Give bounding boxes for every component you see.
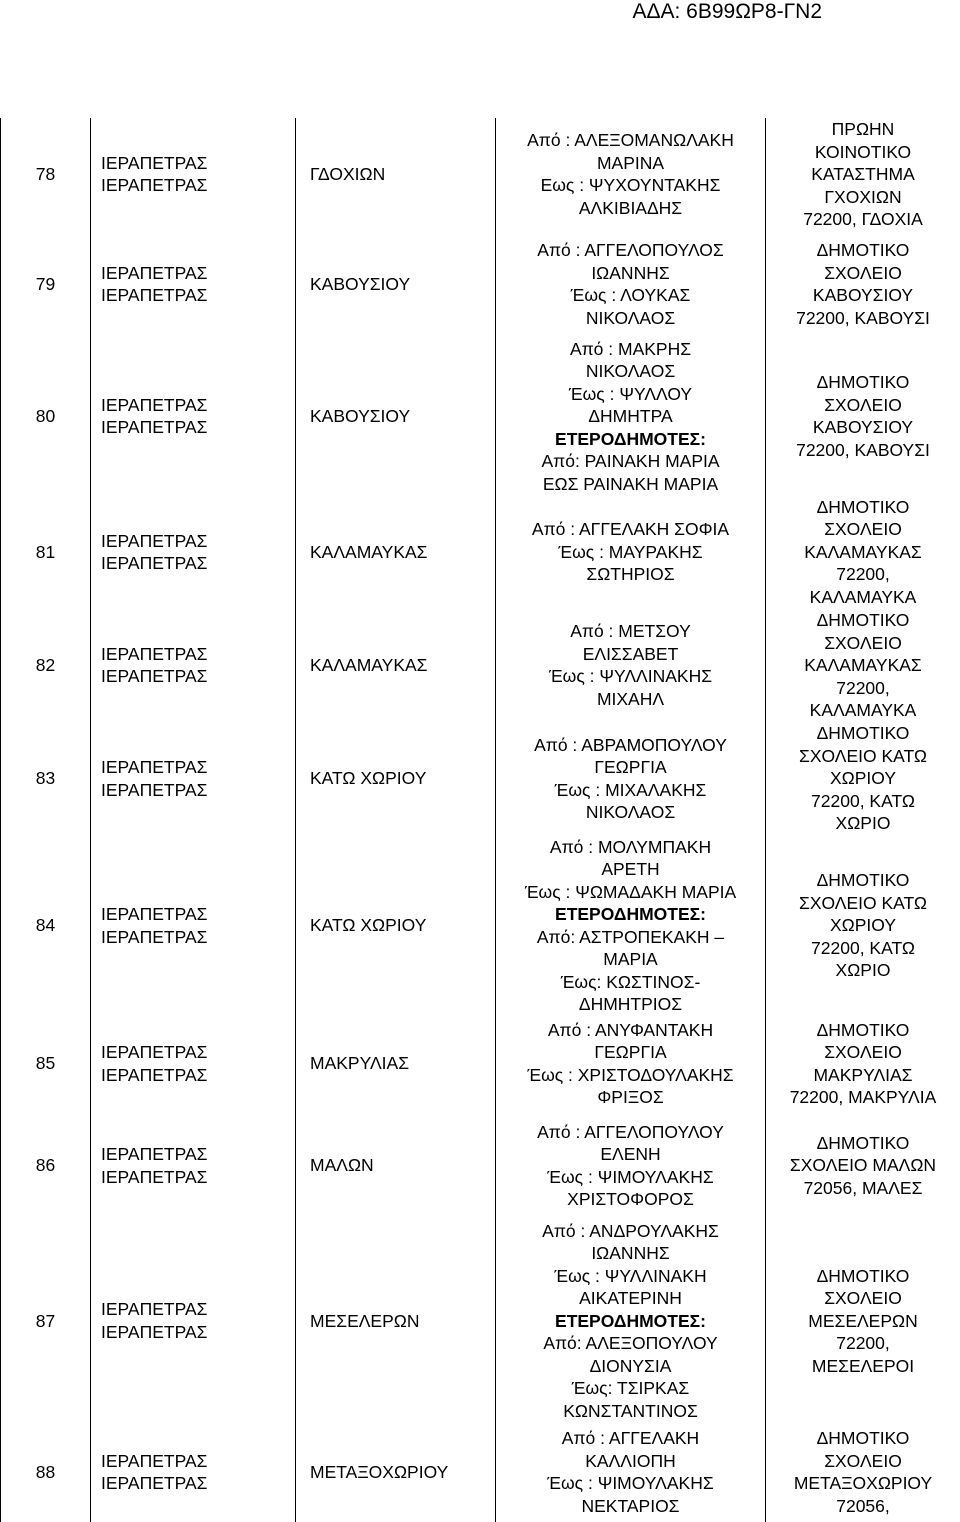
document-code: ΑΔΑ: 6Β99ΩΡ8-ΓΝ2 — [632, 0, 822, 24]
text-line: Έως: ΤΣΙΡΚΑΣ — [496, 1377, 765, 1400]
text-line: 78 — [1, 163, 90, 186]
text-line: ΕΛΙΣΣΑΒΕΤ — [496, 643, 765, 666]
voter-range-cell — [496, 1220, 766, 1423]
text-line: ΙΩΑΝΝΗΣ — [496, 262, 765, 285]
text-line: ΙΕΡΑΠΕΤΡΑΣ — [101, 903, 295, 926]
text-line: Από : ΑΝΥΦΑΝΤΑΚΗ — [496, 1019, 765, 1042]
row-number-cell — [1, 836, 91, 1016]
text-line: 72200, ΚΑΒΟΥΣΙ — [766, 439, 960, 462]
polling-location-cell — [766, 1422, 960, 1522]
text-line: ΣΧΟΛΕΙΟ — [766, 1450, 960, 1473]
text-line: ΚΑΛΛΙΟΠΗ — [496, 1450, 765, 1473]
text-line: ΔΗΜΟΤΙΚΟ — [766, 1019, 960, 1042]
text-line: ΙΕΡΑΠΕΤΡΑΣ — [101, 665, 295, 688]
text-line: ΣΧΟΛΕΙΟ — [766, 518, 960, 541]
text-line: Από : ΜΕΤΣΟΥ — [496, 620, 765, 643]
text-line: ΙΕΡΑΠΕΤΡΑΣ — [101, 262, 295, 285]
text-line: Έως : ΛΟΥΚΑΣ — [496, 284, 765, 307]
text-line: 88 — [1, 1461, 90, 1484]
municipality-cell — [91, 118, 296, 231]
voter-range-cell — [496, 231, 766, 338]
text-line: ΔΗΜΟΤΙΚΟ — [766, 496, 960, 519]
text-line: ΚΟΙΝΟΤΙΚΟ — [766, 141, 960, 164]
text-line: ΣΧΟΛΕΙΟ ΜΑΛΩΝ — [766, 1154, 960, 1177]
municipality-cell — [91, 231, 296, 338]
row-number-cell — [1, 1220, 91, 1423]
text-line: ΜΕΣΕΛΕΡΩΝ — [766, 1310, 960, 1333]
polling-location-cell — [766, 1112, 960, 1220]
text-line: Έως : ΜΑΥΡΑΚΗΣ — [496, 541, 765, 564]
text-line: 84 — [1, 914, 90, 937]
text-line: Από : ΜΟΛΥΜΠΑΚΗ — [496, 836, 765, 859]
text-line: Από : ΑΓΓΕΛΟΠΟΥΛΟΣ — [496, 239, 765, 262]
community-cell — [296, 609, 496, 722]
municipality-cell — [91, 1112, 296, 1220]
text-line: ΠΡΩΗΝ — [766, 118, 960, 141]
text-line: ΚΑΤΑΣΤΗΜΑ — [766, 163, 960, 186]
text-line: Από : ΑΒΡΑΜΟΠΟΥΛΟΥ — [496, 734, 765, 757]
text-line: ΚΑΛΑΜΑΥΚΑΣ — [310, 654, 495, 677]
polling-location-cell — [766, 609, 960, 722]
text-line: ΔΙΟΝΥΣΙΑ — [496, 1355, 765, 1378]
text-line: Έως : ΨΩΜΑΔΑΚΗ ΜΑΡΙΑ — [496, 881, 765, 904]
text-line: ΔΗΜΟΤΙΚΟ — [766, 1265, 960, 1288]
text-line: ΙΕΡΑΠΕΤΡΑΣ — [101, 643, 295, 666]
text-line: ΜΑΛΩΝ — [310, 1154, 495, 1177]
voter-range-cell — [496, 118, 766, 231]
text-line: 72200, ΓΔΟΧΙΑ — [766, 208, 960, 231]
row-number-cell — [1, 495, 91, 609]
voter-range-cell — [496, 836, 766, 1016]
polling-location-cell — [766, 722, 960, 836]
text-line: ΣΧΟΛΕΙΟ — [766, 1041, 960, 1064]
text-line: ΓΕΩΡΓΙΑ — [496, 756, 765, 779]
municipality-cell — [91, 1422, 296, 1522]
table-row — [1, 722, 960, 836]
polling-location-cell — [766, 118, 960, 231]
text-line: ΣΧΟΛΕΙΟ — [766, 262, 960, 285]
table-row — [1, 338, 960, 496]
table-row — [1, 495, 960, 609]
text-line: ΜΑΚΡΥΛΙΑΣ — [766, 1064, 960, 1087]
text-line: ΝΙΚΟΛΑΟΣ — [496, 307, 765, 330]
text-line: ΜΕΣΕΛΕΡΩΝ — [310, 1310, 495, 1333]
polling-location-cell — [766, 231, 960, 338]
text-line: ΜΕΤΑΞΟΧΩΡΙΟΥ — [310, 1461, 495, 1484]
text-line: ΔΗΜΟΤΙΚΟ — [766, 609, 960, 632]
text-line: ΚΑΒΟΥΣΙΟΥ — [310, 273, 495, 296]
community-cell — [296, 722, 496, 836]
text-line: 72200, — [766, 1332, 960, 1355]
text-line: ΝΕΚΤΑΡΙΟΣ — [496, 1495, 765, 1518]
municipality-cell — [91, 495, 296, 609]
text-line: ΣΩΤΗΡΙΟΣ — [496, 563, 765, 586]
polling-location-cell — [766, 1016, 960, 1112]
text-line: Έως : ΨΥΛΛΟΥ — [496, 383, 765, 406]
text-line: ΚΑΒΟΥΣΙΟΥ — [766, 416, 960, 439]
text-line: ΙΕΡΑΠΕΤΡΑΣ — [101, 1298, 295, 1321]
text-line: ΕΩΣ ΡΑΙΝΑΚΗ ΜΑΡΙΑ — [496, 473, 765, 496]
text-line: ΣΧΟΛΕΙΟ ΚΑΤΩ — [766, 745, 960, 768]
table-row — [1, 118, 960, 231]
voter-range-cell — [496, 495, 766, 609]
text-line: Έως : ΨΙΜΟΥΛΑΚΗΣ — [496, 1472, 765, 1495]
text-line: ΚΑΛΑΜΑΥΚΑ — [766, 586, 960, 609]
text-line: ΙΕΡΑΠΕΤΡΑΣ — [101, 152, 295, 175]
text-line: ΚΑΒΟΥΣΙΟΥ — [766, 284, 960, 307]
text-line: ΣΧΟΛΕΙΟ ΚΑΤΩ — [766, 892, 960, 915]
row-number-cell — [1, 231, 91, 338]
text-line: Έως : ΜΙΧΑΛΑΚΗΣ — [496, 779, 765, 802]
text-line: ΓΔΟΧΙΩΝ — [310, 163, 495, 186]
row-number-cell — [1, 118, 91, 231]
community-cell — [296, 495, 496, 609]
municipality-cell — [91, 836, 296, 1016]
text-line: Από: ΑΛΕΞΟΠΟΥΛΟΥ — [496, 1332, 765, 1355]
community-cell — [296, 338, 496, 496]
text-line: ΝΙΚΟΛΑΟΣ — [496, 360, 765, 383]
text-line: 72200, ΚΑΤΩ — [766, 937, 960, 960]
text-line: ΔΗΜΟΤΙΚΟ — [766, 1132, 960, 1155]
text-line: ΙΕΡΑΠΕΤΡΑΣ — [101, 530, 295, 553]
text-line: Από: ΑΣΤΡΟΠΕΚΑΚΗ – — [496, 926, 765, 949]
table-row — [1, 1220, 960, 1423]
text-line: Από : ΜΑΚΡΗΣ — [496, 338, 765, 361]
municipality-cell — [91, 338, 296, 496]
municipality-cell — [91, 722, 296, 836]
text-line: Από : ΑΓΓΕΛΑΚΗ — [496, 1427, 765, 1450]
text-line: 72200, ΚΑΒΟΥΣΙ — [766, 307, 960, 330]
text-line: ΔΗΜΟΤΙΚΟ — [766, 371, 960, 394]
text-line: ΜΑΚΡΥΛΙΑΣ — [310, 1052, 495, 1075]
text-line: ΙΕΡΑΠΕΤΡΑΣ — [101, 926, 295, 949]
text-line: 87 — [1, 1310, 90, 1333]
voter-range-cell — [496, 1422, 766, 1522]
text-line: ΙΕΡΑΠΕΤΡΑΣ — [101, 1472, 295, 1495]
text-line: ΧΩΡΙΟΥ — [766, 914, 960, 937]
text-line: ΔΗΜΗΤΡΑ — [496, 405, 765, 428]
text-line: ΙΕΡΑΠΕΤΡΑΣ — [101, 394, 295, 417]
text-line: ΕΤΕΡΟΔΗΜΟΤΕΣ: — [496, 428, 765, 451]
table-row — [1, 1422, 960, 1522]
text-line: ΜΕΣΕΛΕΡΟΙ — [766, 1355, 960, 1378]
text-line: ΙΩΑΝΝΗΣ — [496, 1242, 765, 1265]
text-line: ΙΕΡΑΠΕΤΡΑΣ — [101, 174, 295, 197]
row-number-cell — [1, 1422, 91, 1522]
text-line: ΔΗΜΟΤΙΚΟ — [766, 722, 960, 745]
text-line: ΙΕΡΑΠΕΤΡΑΣ — [101, 1041, 295, 1064]
table-row — [1, 231, 960, 338]
municipality-cell — [91, 1220, 296, 1423]
community-cell — [296, 1112, 496, 1220]
text-line: ΝΙΚΟΛΑΟΣ — [496, 801, 765, 824]
text-line: 72200, — [766, 563, 960, 586]
text-line: ΜΑΡΙΝΑ — [496, 152, 765, 175]
text-line: ΜΑΡΙΑ — [496, 948, 765, 971]
text-line: ΑΡΕΤΗ — [496, 858, 765, 881]
text-line: ΔΗΜΗΤΡΙΟΣ — [496, 993, 765, 1016]
text-line: ΧΩΡΙΟ — [766, 959, 960, 982]
municipality-cell — [91, 609, 296, 722]
text-line: Από: ΡΑΙΝΑΚΗ ΜΑΡΙΑ — [496, 450, 765, 473]
row-number-cell — [1, 609, 91, 722]
text-line: Έως : ΧΡΙΣΤΟΔΟΥΛΑΚΗΣ — [496, 1064, 765, 1087]
voter-range-cell — [496, 338, 766, 496]
text-line: 79 — [1, 273, 90, 296]
text-line: 86 — [1, 1154, 90, 1177]
row-number-cell — [1, 722, 91, 836]
text-line: ΕΤΕΡΟΔΗΜΟΤΕΣ: — [496, 1310, 765, 1333]
voter-range-cell — [496, 609, 766, 722]
text-line: ΙΕΡΑΠΕΤΡΑΣ — [101, 1450, 295, 1473]
text-line: Έως : ΨΙΜΟΥΛΑΚΗΣ — [496, 1166, 765, 1189]
voter-range-cell — [496, 722, 766, 836]
text-line: ΣΧΟΛΕΙΟ — [766, 632, 960, 655]
polling-stations-table — [0, 118, 960, 1522]
text-line: ΚΑΤΩ ΧΩΡΙΟΥ — [310, 767, 495, 790]
table-row — [1, 1016, 960, 1112]
community-cell — [296, 1016, 496, 1112]
text-line: Έως : ΨΥΛΛΙΝΑΚΗ — [496, 1265, 765, 1288]
text-line: 72056, ΜΑΛΕΣ — [766, 1177, 960, 1200]
text-line: ΦΡΙΞΟΣ — [496, 1086, 765, 1109]
row-number-cell — [1, 1016, 91, 1112]
text-line: ΕΛΕΝΗ — [496, 1143, 765, 1166]
text-line: 72056, — [766, 1495, 960, 1518]
text-line: ΚΑΛΑΜΑΥΚΑΣ — [310, 541, 495, 564]
text-line: Έως : ΨΥΛΛΙΝΑΚΗΣ — [496, 665, 765, 688]
polling-location-cell — [766, 338, 960, 496]
row-number-cell — [1, 1112, 91, 1220]
text-line: 81 — [1, 541, 90, 564]
text-line: ΙΕΡΑΠΕΤΡΑΣ — [101, 1143, 295, 1166]
text-line: ΚΑΛΑΜΑΥΚΑ — [766, 699, 960, 722]
text-line: ΧΩΡΙΟΥ — [766, 767, 960, 790]
community-cell — [296, 1220, 496, 1423]
text-line: ΚΑΤΩ ΧΩΡΙΟΥ — [310, 914, 495, 937]
text-line: ΣΧΟΛΕΙΟ — [766, 1287, 960, 1310]
text-line: ΙΕΡΑΠΕΤΡΑΣ — [101, 1166, 295, 1189]
text-line: 83 — [1, 767, 90, 790]
voter-range-cell — [496, 1112, 766, 1220]
polling-location-cell — [766, 1220, 960, 1423]
text-line: ΚΑΛΑΜΑΥΚΑΣ — [766, 541, 960, 564]
voter-range-cell — [496, 1016, 766, 1112]
text-line: Από : ΑΓΓΕΛΟΠΟΥΛΟΥ — [496, 1121, 765, 1144]
text-line: ΓΕΩΡΓΙΑ — [496, 1041, 765, 1064]
text-line: ΚΑΒΟΥΣΙΟΥ — [310, 405, 495, 428]
text-line: ΙΕΡΑΠΕΤΡΑΣ — [101, 284, 295, 307]
text-line: ΜΕΤΑΞΟΧΩΡΙΟΥ — [766, 1472, 960, 1495]
row-number-cell — [1, 338, 91, 496]
text-line: ΣΧΟΛΕΙΟ — [766, 394, 960, 417]
community-cell — [296, 1422, 496, 1522]
polling-location-cell — [766, 495, 960, 609]
table-row — [1, 1112, 960, 1220]
text-line: ΙΕΡΑΠΕΤΡΑΣ — [101, 552, 295, 575]
text-line: ΙΕΡΑΠΕΤΡΑΣ — [101, 1064, 295, 1087]
text-line: ΑΙΚΑΤΕΡΙΝΗ — [496, 1287, 765, 1310]
text-line: ΓΧΟΧΙΩΝ — [766, 186, 960, 209]
text-line: 72200, — [766, 677, 960, 700]
polling-location-cell — [766, 836, 960, 1016]
community-cell — [296, 836, 496, 1016]
text-line: ΚΩΝΣΤΑΝΤΙΝΟΣ — [496, 1400, 765, 1423]
text-line: Από : ΑΛΕΞΟΜΑΝΩΛΑΚΗ — [496, 129, 765, 152]
community-cell — [296, 231, 496, 338]
text-line: ΧΡΙΣΤΟΦΟΡΟΣ — [496, 1188, 765, 1211]
text-line: 85 — [1, 1052, 90, 1075]
table-row — [1, 836, 960, 1016]
text-line: ΕΤΕΡΟΔΗΜΟΤΕΣ: — [496, 903, 765, 926]
text-line: 82 — [1, 654, 90, 677]
text-line: ΧΩΡΙΟ — [766, 812, 960, 835]
table-body — [1, 118, 960, 1522]
text-line: ΔΗΜΟΤΙΚΟ — [766, 869, 960, 892]
text-line: Από : ΑΓΓΕΛΑΚΗ ΣΟΦΙΑ — [496, 518, 765, 541]
text-line: ΙΕΡΑΠΕΤΡΑΣ — [101, 1321, 295, 1344]
community-cell — [296, 118, 496, 231]
text-line: ΚΑΛΑΜΑΥΚΑΣ — [766, 654, 960, 677]
text-line: Εως : ΨΥΧΟΥΝΤΑΚΗΣ — [496, 174, 765, 197]
text-line: ΙΕΡΑΠΕΤΡΑΣ — [101, 756, 295, 779]
text-line: ΑΛΚΙΒΙΑΔΗΣ — [496, 197, 765, 220]
text-line: ΙΕΡΑΠΕΤΡΑΣ — [101, 416, 295, 439]
table-row — [1, 609, 960, 722]
text-line: ΔΗΜΟΤΙΚΟ — [766, 239, 960, 262]
text-line: Έως: ΚΩΣΤΙΝΟΣ- — [496, 971, 765, 994]
text-line: ΜΙΧΑΗΛ — [496, 688, 765, 711]
text-line: ΙΕΡΑΠΕΤΡΑΣ — [101, 779, 295, 802]
text-line: 72200, ΜΑΚΡΥΛΙΑ — [766, 1086, 960, 1109]
municipality-cell — [91, 1016, 296, 1112]
text-line: 72200, ΚΑΤΩ — [766, 790, 960, 813]
text-line: ΔΗΜΟΤΙΚΟ — [766, 1427, 960, 1450]
text-line: 80 — [1, 405, 90, 428]
text-line: Από : ΑΝΔΡΟΥΛΑΚΗΣ — [496, 1220, 765, 1243]
